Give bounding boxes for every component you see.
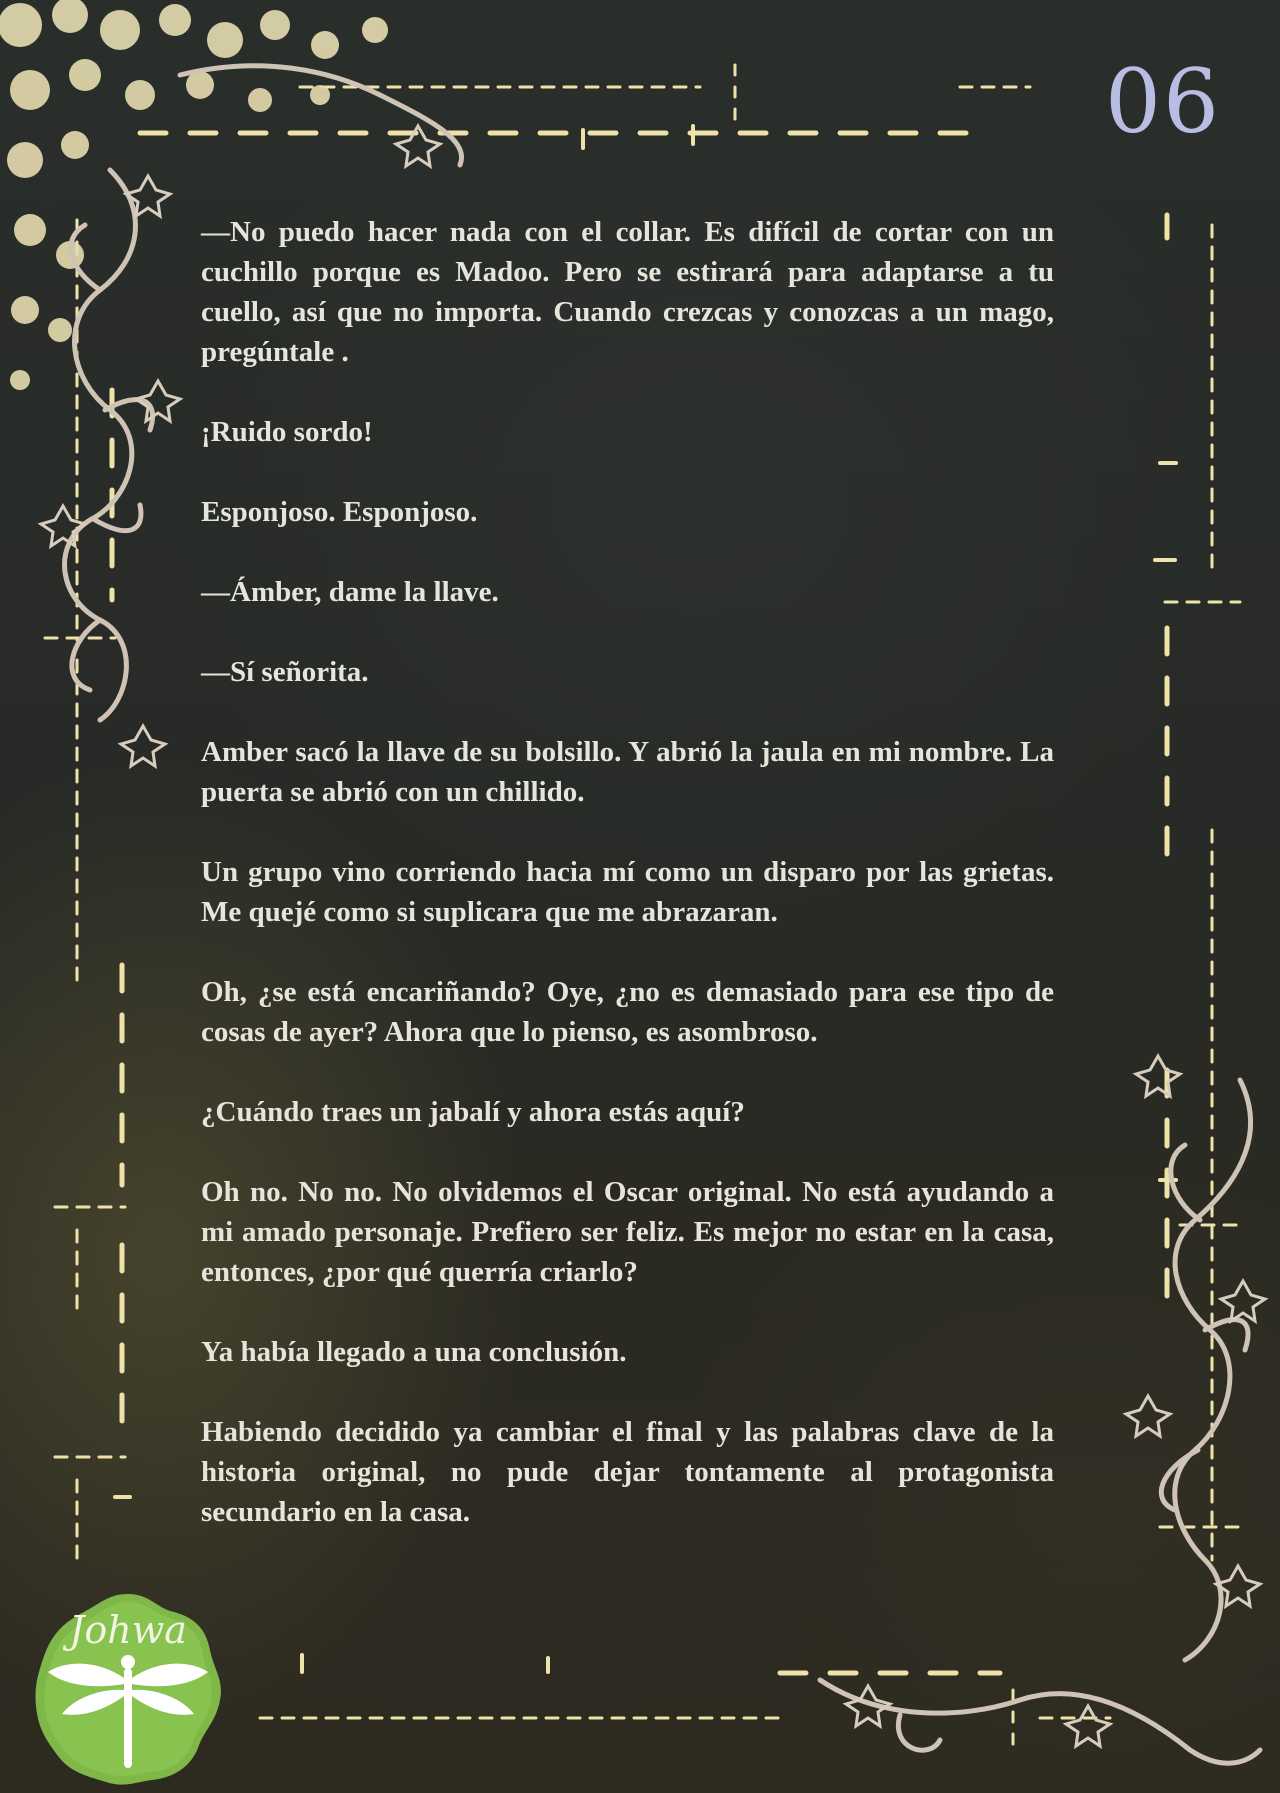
paragraph: —No puedo hacer nada con el collar. Es difícil de cortar con un cuchillo porque es Madoo. Pero se estirará para adaptarse a tu cuello, así que no importa. Cuando crezcas y conozcas a un mago, pregúntale . [201, 216, 1054, 368]
page-number: 06 [1105, 50, 1221, 153]
paragraph: —Ámber, dame la llave. [201, 576, 499, 608]
body-text [201, 212, 1054, 1572]
vine-right [1161, 1080, 1250, 1660]
paragraph: Habiendo decidido ya cambiar el final y las palabras clave de la historia original, no pude dejar tontamente al protagonista secundario en la casa. [201, 1416, 1054, 1528]
paragraph: Oh, ¿se está encariñando? Oye, ¿no es demasiado para ese tipo de cosas de ayer? Ahora que lo pienso, es asombroso. [201, 976, 1054, 1048]
paragraph: Esponjoso. Esponjoso. [201, 496, 478, 528]
paragraph: ¿Cuándo traes un jabalí y ahora estás aquí? [201, 1096, 745, 1128]
paragraph: Un grupo vino corriendo hacia mí como un disparo por las grietas. Me quejé como si suplicara que me abrazaran. [201, 856, 1054, 928]
paragraph: Oh no. No no. No olvidemos el Oscar original. No está ayudando a mi amado personaje. Prefiero ser feliz. Es mejor no estar en la casa, entonces, ¿por qué querría criarlo? [201, 1176, 1054, 1288]
vine-bottom [820, 1680, 1260, 1763]
logo-text: Johwa [69, 1608, 187, 1652]
paragraph: —Sí señorita. [201, 656, 369, 688]
johwa-logo [28, 1588, 228, 1788]
paragraph: ¡Ruido sordo! [201, 416, 373, 448]
paragraph: Amber sacó la llave de su bolsillo. Y abrió la jaula en mi nombre. La puerta se abrió con un chillido. [201, 736, 1054, 808]
paragraph: Ya había llegado a una conclusión. [201, 1336, 627, 1368]
